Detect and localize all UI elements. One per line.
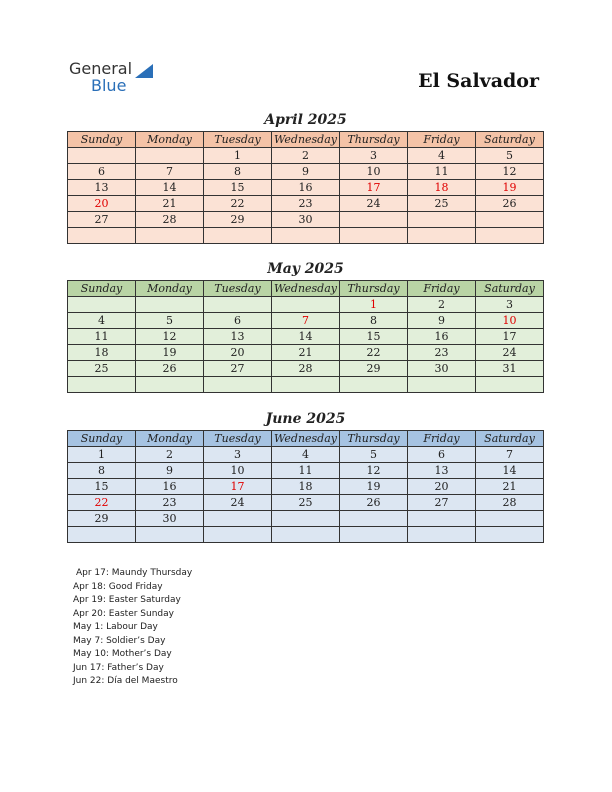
day-cell: 1 — [340, 297, 408, 313]
day-cell: 12 — [136, 329, 204, 345]
day-cell: 7 — [272, 313, 340, 329]
day-cell: 6 — [204, 313, 272, 329]
day-cell: 24 — [476, 345, 544, 361]
weekday-header-row — [68, 132, 544, 148]
day-cell: 11 — [272, 463, 340, 479]
day-cell: 18 — [408, 180, 476, 196]
holiday-entry: Jun 22: Día del Maestro — [73, 676, 178, 686]
day-cell: 31 — [476, 361, 544, 377]
empty-day-cell — [272, 511, 340, 527]
holiday-entry: Apr 19: Easter Saturday — [73, 595, 181, 605]
week-row — [68, 345, 544, 361]
day-cell: 4 — [272, 447, 340, 463]
weekday-header: Friday — [408, 431, 476, 447]
weekday-header: Monday — [136, 431, 204, 447]
empty-day-cell — [476, 228, 544, 244]
weekday-header: Tuesday — [204, 431, 272, 447]
day-cell: 30 — [408, 361, 476, 377]
day-cell: 4 — [408, 148, 476, 164]
month-june — [67, 409, 544, 543]
day-cell: 23 — [272, 196, 340, 212]
weekday-header: Thursday — [340, 281, 408, 297]
holiday-entry: May 7: Soldier’s Day — [73, 635, 166, 646]
empty-day-cell — [476, 511, 544, 527]
day-cell: 17 — [340, 180, 408, 196]
calendar-grid — [67, 131, 544, 244]
empty-day-cell — [136, 377, 204, 393]
day-cell: 22 — [204, 196, 272, 212]
calendar-grid — [67, 430, 544, 543]
day-cell: 24 — [340, 196, 408, 212]
weekday-header: Thursday — [340, 431, 408, 447]
day-cell: 14 — [136, 180, 204, 196]
day-cell: 11 — [68, 329, 136, 345]
day-cell: 2 — [136, 447, 204, 463]
day-cell: 26 — [476, 196, 544, 212]
holiday-entry: May 1: Labour Day — [73, 622, 158, 632]
day-cell: 19 — [476, 180, 544, 196]
day-cell: 1 — [68, 447, 136, 463]
day-cell: 2 — [272, 148, 340, 164]
day-cell: 29 — [204, 212, 272, 228]
week-row — [68, 527, 544, 543]
day-cell: 16 — [408, 329, 476, 345]
day-cell: 28 — [272, 361, 340, 377]
empty-day-cell — [408, 527, 476, 543]
day-cell: 5 — [340, 447, 408, 463]
day-cell: 3 — [476, 297, 544, 313]
week-row — [68, 228, 544, 244]
empty-day-cell — [272, 377, 340, 393]
weekday-header: Sunday — [68, 281, 136, 297]
month-title: May 2025 — [267, 261, 344, 277]
day-cell: 24 — [204, 495, 272, 511]
week-row — [68, 463, 544, 479]
day-cell: 2 — [408, 297, 476, 313]
day-cell: 9 — [136, 463, 204, 479]
week-row — [68, 196, 544, 212]
day-cell: 16 — [272, 180, 340, 196]
weekday-header: Friday — [408, 132, 476, 148]
day-cell: 20 — [408, 479, 476, 495]
day-cell: 11 — [408, 164, 476, 180]
day-cell: 23 — [408, 345, 476, 361]
empty-day-cell — [408, 511, 476, 527]
week-row — [68, 511, 544, 527]
day-cell: 20 — [204, 345, 272, 361]
day-cell: 3 — [340, 148, 408, 164]
week-row — [68, 148, 544, 164]
day-cell: 12 — [340, 463, 408, 479]
weekday-header: Saturday — [476, 431, 544, 447]
day-cell: 13 — [408, 463, 476, 479]
empty-day-cell — [136, 297, 204, 313]
holiday-entry: May 10: Mother’s Day — [73, 649, 172, 659]
week-row — [68, 164, 544, 180]
day-cell: 23 — [136, 495, 204, 511]
day-cell: 8 — [340, 313, 408, 329]
brand-logo — [69, 60, 132, 94]
day-cell: 26 — [136, 361, 204, 377]
empty-day-cell — [408, 212, 476, 228]
day-cell: 29 — [340, 361, 408, 377]
empty-day-cell — [340, 212, 408, 228]
calendar-grid — [67, 280, 544, 393]
day-cell: 26 — [340, 495, 408, 511]
day-cell: 10 — [340, 164, 408, 180]
month-title: June 2025 — [265, 411, 346, 427]
empty-day-cell — [476, 377, 544, 393]
weekday-header: Saturday — [476, 132, 544, 148]
day-cell: 27 — [68, 212, 136, 228]
day-cell: 18 — [68, 345, 136, 361]
day-cell: 30 — [272, 212, 340, 228]
holiday-entry: Apr 20: Easter Sunday — [73, 608, 174, 619]
day-cell: 25 — [272, 495, 340, 511]
week-row — [68, 313, 544, 329]
empty-day-cell — [204, 527, 272, 543]
day-cell: 15 — [68, 479, 136, 495]
day-cell: 12 — [476, 164, 544, 180]
day-cell: 25 — [68, 361, 136, 377]
empty-day-cell — [408, 377, 476, 393]
week-row — [68, 495, 544, 511]
week-row — [68, 212, 544, 228]
day-cell: 5 — [476, 148, 544, 164]
weekday-header: Sunday — [68, 132, 136, 148]
week-row — [68, 361, 544, 377]
day-cell: 21 — [136, 196, 204, 212]
day-cell: 30 — [136, 511, 204, 527]
empty-day-cell — [68, 377, 136, 393]
month-may — [67, 259, 544, 393]
day-cell: 22 — [68, 495, 136, 511]
empty-day-cell — [136, 228, 204, 244]
empty-day-cell — [136, 148, 204, 164]
week-row — [68, 329, 544, 345]
day-cell: 9 — [272, 164, 340, 180]
holiday-entry: Apr 17: Maundy Thursday — [76, 568, 193, 578]
day-cell: 8 — [204, 164, 272, 180]
day-cell: 9 — [408, 313, 476, 329]
day-cell: 28 — [476, 495, 544, 511]
empty-day-cell — [408, 228, 476, 244]
day-cell: 14 — [272, 329, 340, 345]
day-cell: 27 — [408, 495, 476, 511]
month-title: April 2025 — [264, 112, 347, 128]
day-cell: 27 — [204, 361, 272, 377]
weekday-header: Sunday — [68, 431, 136, 447]
day-cell: 15 — [340, 329, 408, 345]
empty-day-cell — [340, 377, 408, 393]
week-row — [68, 377, 544, 393]
empty-day-cell — [204, 228, 272, 244]
weekday-header-row — [68, 281, 544, 297]
logo-word-general: General — [69, 59, 133, 78]
weekday-header-row — [68, 431, 544, 447]
day-cell: 7 — [476, 447, 544, 463]
day-cell: 3 — [204, 447, 272, 463]
day-cell: 17 — [204, 479, 272, 495]
logo-word-blue: Blue — [91, 76, 127, 95]
empty-day-cell — [68, 228, 136, 244]
day-cell: 10 — [476, 313, 544, 329]
day-cell: 4 — [68, 313, 136, 329]
day-cell: 5 — [136, 313, 204, 329]
weekday-header: Tuesday — [204, 132, 272, 148]
empty-day-cell — [68, 297, 136, 313]
day-cell: 15 — [204, 180, 272, 196]
day-cell: 28 — [136, 212, 204, 228]
weekday-header: Wednesday — [272, 281, 340, 297]
weekday-header: Thursday — [340, 132, 408, 148]
day-cell: 14 — [476, 463, 544, 479]
logo-triangle-icon — [135, 64, 153, 78]
day-cell: 1 — [204, 148, 272, 164]
empty-day-cell — [272, 228, 340, 244]
weekday-header: Wednesday — [272, 431, 340, 447]
empty-day-cell — [204, 377, 272, 393]
day-cell: 29 — [68, 511, 136, 527]
empty-day-cell — [204, 511, 272, 527]
day-cell: 6 — [408, 447, 476, 463]
empty-day-cell — [272, 297, 340, 313]
day-cell: 13 — [68, 180, 136, 196]
day-cell: 8 — [68, 463, 136, 479]
day-cell: 7 — [136, 164, 204, 180]
day-cell: 18 — [272, 479, 340, 495]
empty-day-cell — [340, 511, 408, 527]
day-cell: 19 — [340, 479, 408, 495]
day-cell: 25 — [408, 196, 476, 212]
holiday-list — [73, 567, 192, 689]
empty-day-cell — [476, 212, 544, 228]
week-row — [68, 447, 544, 463]
weekday-header: Saturday — [476, 281, 544, 297]
day-cell: 6 — [68, 164, 136, 180]
day-cell: 17 — [476, 329, 544, 345]
empty-day-cell — [340, 228, 408, 244]
day-cell: 19 — [136, 345, 204, 361]
empty-day-cell — [68, 148, 136, 164]
empty-day-cell — [68, 527, 136, 543]
week-row — [68, 479, 544, 495]
day-cell: 20 — [68, 196, 136, 212]
day-cell: 22 — [340, 345, 408, 361]
week-row — [68, 180, 544, 196]
day-cell: 21 — [476, 479, 544, 495]
weekday-header: Friday — [408, 281, 476, 297]
empty-day-cell — [272, 527, 340, 543]
holiday-entry: Apr 18: Good Friday — [73, 581, 163, 592]
day-cell: 16 — [136, 479, 204, 495]
day-cell: 21 — [272, 345, 340, 361]
day-cell: 10 — [204, 463, 272, 479]
weekday-header: Monday — [136, 281, 204, 297]
holiday-entry: Jun 17: Father’s Day — [73, 662, 164, 673]
empty-day-cell — [340, 527, 408, 543]
country-title: El Salvador — [418, 70, 539, 92]
weekday-header: Monday — [136, 132, 204, 148]
empty-day-cell — [204, 297, 272, 313]
weekday-header: Wednesday — [272, 132, 340, 148]
day-cell: 13 — [204, 329, 272, 345]
empty-day-cell — [136, 527, 204, 543]
month-april — [67, 110, 544, 244]
week-row — [68, 297, 544, 313]
weekday-header: Tuesday — [204, 281, 272, 297]
empty-day-cell — [476, 527, 544, 543]
